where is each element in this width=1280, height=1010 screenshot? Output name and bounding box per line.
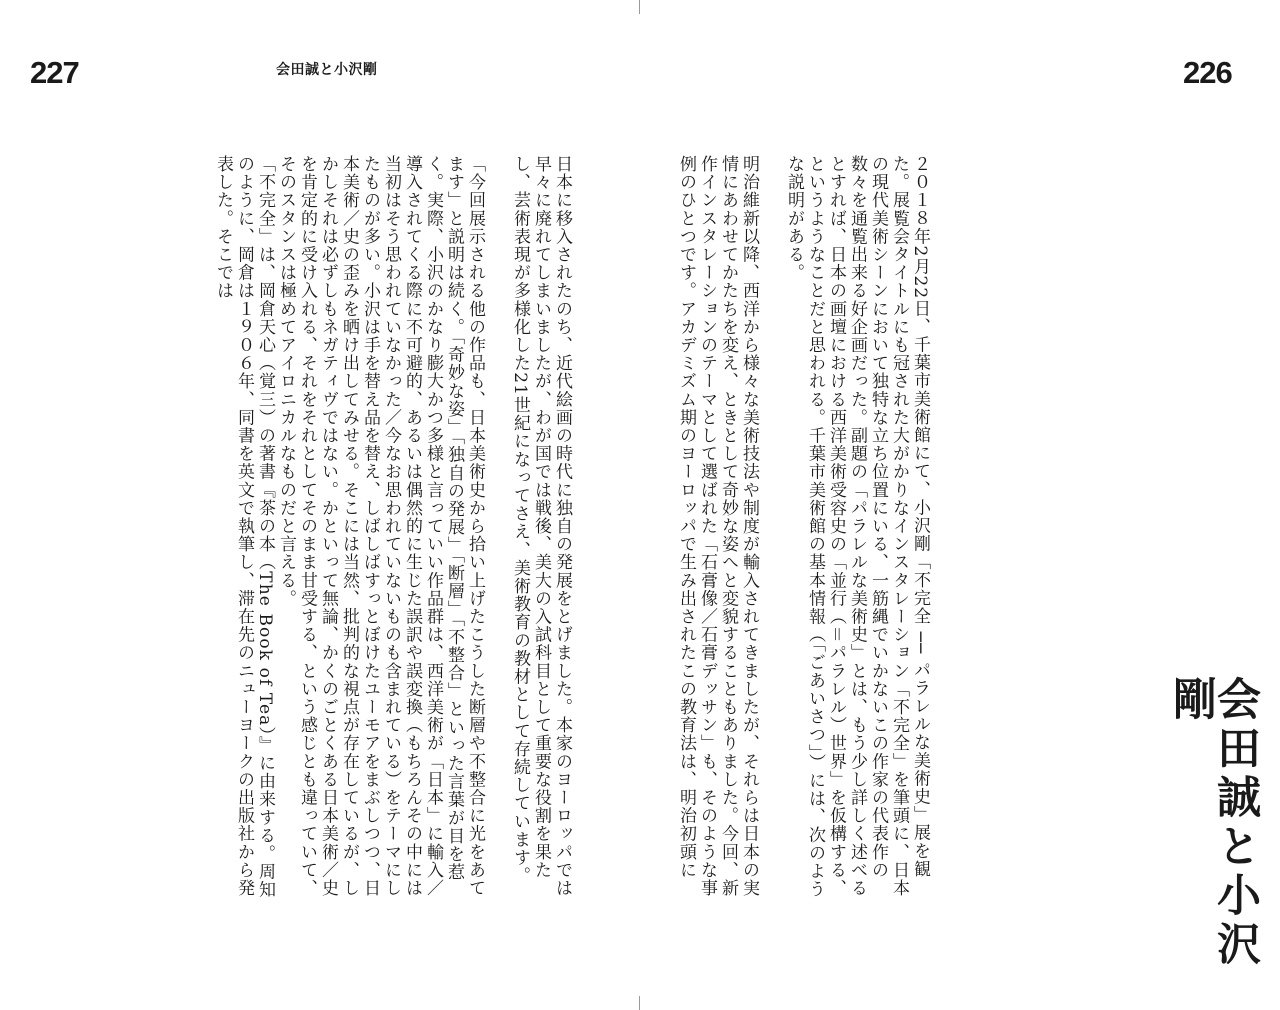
trim-mark-top xyxy=(639,0,640,14)
paragraph: 日本に移入されたのち、近代絵画の時代に独自の発展をとげました。本家のヨーロッパでは早々に廃れてしまいましたが、わが国では戦後、美大の入試科目として重要な役割を果たし、芸術表現が多様化した21世紀になってさえ、美術教育の教材として存続しています。 xyxy=(510,155,572,898)
left-page-body xyxy=(212,155,572,900)
running-head: 会田誠と小沢剛 xyxy=(276,62,378,78)
paragraph: 「不完全」は、岡倉天心（覚三）の著書『茶の本（The Book of Tea）』に由来する。周知のように、岡倉は１９０６年、同書を英文で執筆し、滞在先のニューヨークの出版社から発表した。そこでは xyxy=(213,155,275,899)
chapter-title: 会田誠と小沢剛 xyxy=(1165,676,1260,970)
left-page-number: 227 xyxy=(30,55,79,90)
right-page-body xyxy=(675,155,930,900)
trim-mark-bottom xyxy=(639,996,640,1010)
paragraph: 明治維新以降、西洋から様々な美術技法や制度が輸入されてきましたが、それらは日本の実情にあわせてかたちを変え、ときとして奇妙な姿へと変貌することもありました。今回、新作インスタレーションのテーマとして選ばれた「石膏像／石膏デッサン」も、そのような事例のひとつです。アカデミズム期のヨーロッパで生み出されたこの教育法は、明治初頭に xyxy=(676,155,759,898)
paragraph: ２０１８年2月22日、千葉市美術館にて、小沢剛「不完全 ── パラレルな美術史」展を観た。展覧会タイトルにも冠された大がかりなインスタレーション「不完全」を筆頭に、日本の現代美術シーンにおいて独特な立ち位置にいる、一筋縄でいかないこの作家の代表作の数々を通覧出来る好企画だった。副題の「パラレルな美術史」とは、もう少し詳しく述べるとすれば、日本の画壇における西洋美術受容史の「並行（＝パラレル）世界」を仮構する、というようなことだと思われる。千葉市美術館の基本情報（「ごあいさつ」）には、次のような説明がある。 xyxy=(784,155,930,899)
right-page-number: 226 xyxy=(1183,55,1232,90)
paragraph: 「今回展示される他の作品も、日本美術史から拾い上げたこうした断層や不整合に光をあてます」と説明は続く。「奇妙な姿」「独自の発展」「断層」「不整合」といった言葉が目を惹く。実際、小沢のかなり膨大かつ多様と言っていい作品群は、西洋美術が「日本」に輸入／導入されてくる際に不可避的、あるいは偶然的に生じた誤訳や誤変換（もちろんその中には当初はそう思われていなかった／今なお思われていないものも含まれている）をテーマにしたものが多い。小沢は手を替え品を替え、しばしばすっとぼけたユーモアをまぶしつつ、日本美術／史の歪みを晒け出してみせる。そこには当然、批判的な視点が存在しているが、しかしそれは必ずしもネガティヴではない。かといって無論、かくのごとくある日本美術／史を肯定的に受け入れる、それをそれとしてそのまま甘受する、という感じとも違っていて、そのスタンスは極めてアイロニカルなものだと言える。 xyxy=(276,155,485,898)
